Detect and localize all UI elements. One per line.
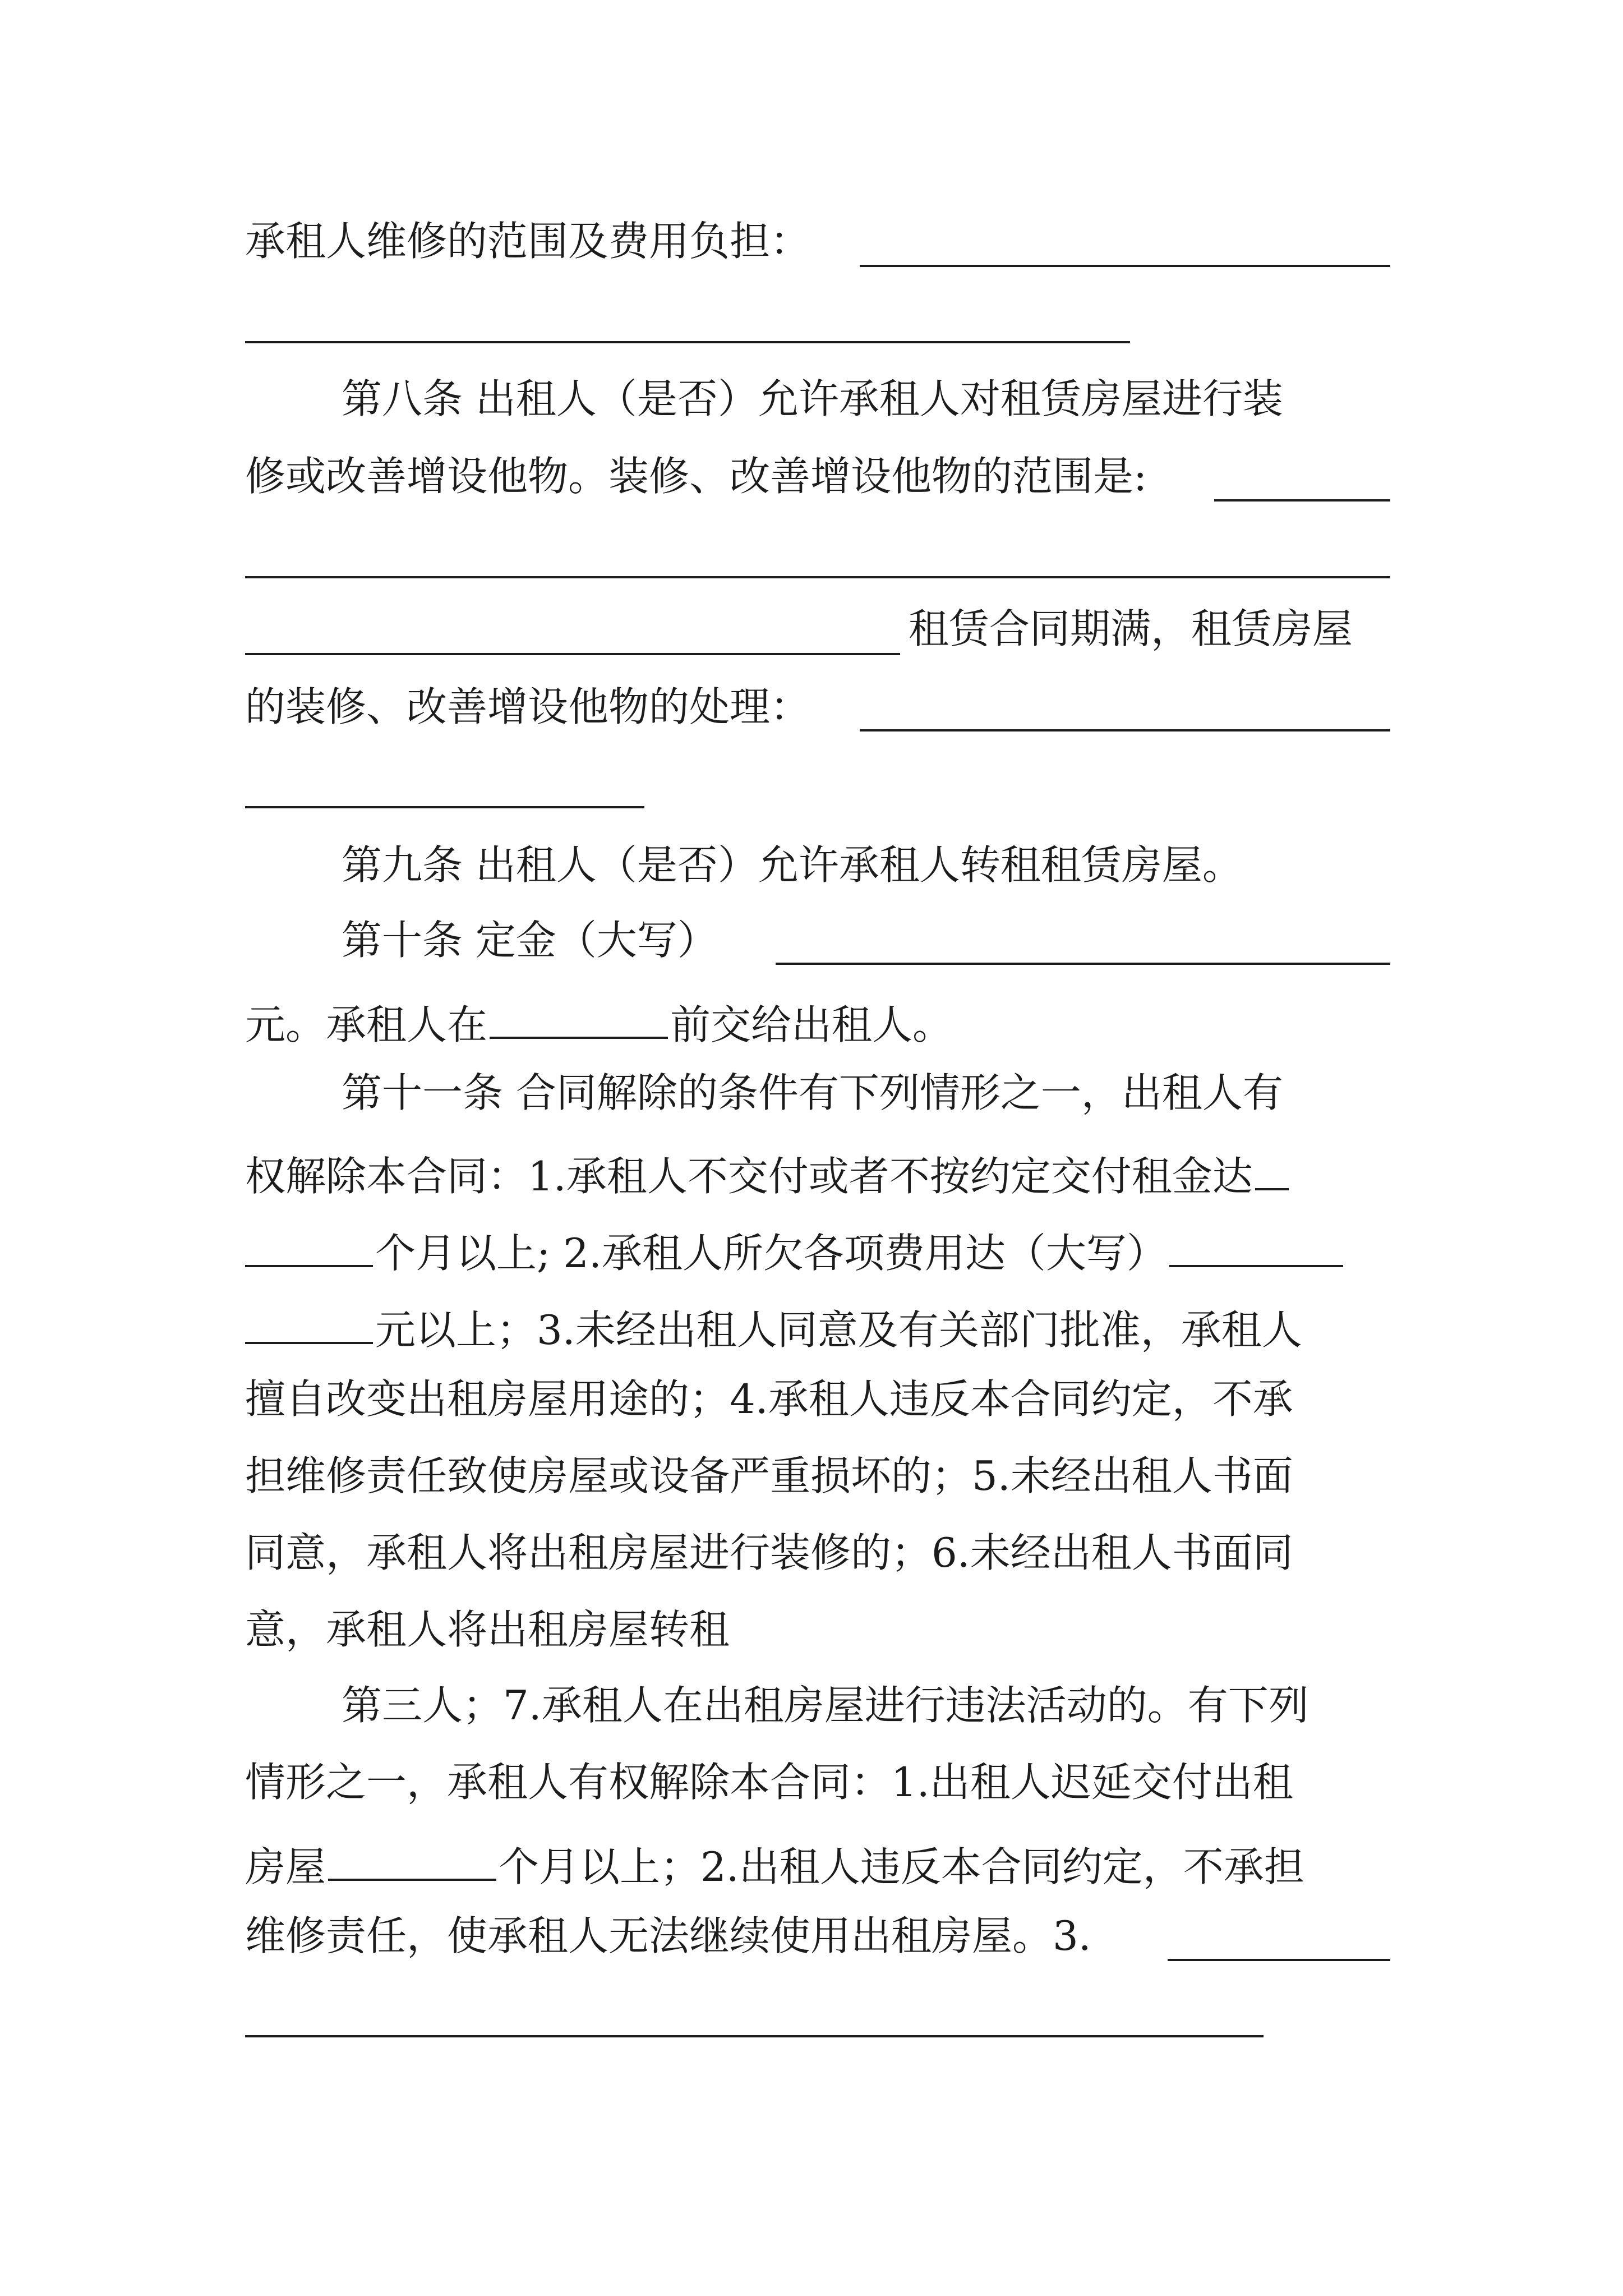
article-8-text-4: 的装修、改善增设他物的处理： — [245, 683, 811, 730]
article-10-line-2 — [245, 981, 1389, 1053]
tenant-termination-text-5: 维修责任，使承租人无法继续使用出租房屋。3. — [245, 1912, 1091, 1959]
tenant-termination-line-1 — [245, 1669, 1389, 1742]
fees-amount-blank-2[interactable] — [245, 1286, 373, 1344]
deposit-date-blank[interactable] — [490, 981, 668, 1039]
article-8-text-2: 修或改善增设他物。装修、改善增设他物的范围是: — [245, 453, 1147, 500]
article-10-text-1: 第十条 定金（大写） — [342, 917, 718, 964]
article-8-line-4 — [909, 592, 1391, 665]
article-11-line-5 — [245, 1363, 1389, 1435]
tenant-termination-line-4 — [245, 1899, 1389, 1972]
article-10-text-3: 前交给出租人。 — [670, 1001, 953, 1048]
article-10-text-2: 元。承租人在 — [245, 1001, 488, 1048]
rent-months-blank[interactable] — [1255, 1132, 1289, 1190]
tenant-termination-text-1: 第三人；7.承租人在出租房屋进行违法活动的。有下列 — [342, 1682, 1309, 1729]
article-8-line-5 — [245, 670, 1389, 743]
decoration-scope-blank-2[interactable] — [245, 576, 1390, 578]
tenant-termination-line-3 — [245, 1823, 1389, 1895]
deposit-amount-blank[interactable] — [776, 963, 1390, 965]
tenant-termination-line-2 — [245, 1746, 1389, 1819]
repair-scope-blank-2[interactable] — [245, 341, 1130, 343]
article-11-text-4: 元以上；3.未经出租人同意及有关部门批准，承租人 — [375, 1306, 1302, 1354]
article-11-text-2: 权解除本合同：1.承租人不交付或者不按约定交付租金达 — [245, 1153, 1253, 1200]
delivery-delay-blank[interactable] — [328, 1823, 496, 1881]
article-8-text-3: 租赁合同期满，租赁房屋 — [909, 605, 1353, 652]
other-condition-blank-2[interactable] — [245, 2035, 1264, 2037]
decoration-handling-blank[interactable] — [860, 729, 1390, 731]
article-11-line-1 — [245, 1056, 1389, 1129]
tenant-termination-text-2: 情形之一，承租人有权解除本合同：1.出租人迟延交付出租 — [245, 1759, 1293, 1806]
decoration-scope-blank[interactable] — [1214, 499, 1390, 501]
other-condition-blank[interactable] — [1168, 1959, 1390, 1961]
article-11-text-5: 擅自改变出租房屋用途的；4.承租人违反本合同约定，不承 — [245, 1375, 1293, 1423]
article-8-line-2 — [245, 440, 1389, 513]
article-11-text-1: 第十一条 合同解除的条件有下列情形之一，出租人有 — [342, 1069, 1283, 1116]
article-9-line — [245, 829, 1389, 901]
decoration-scope-blank-3[interactable] — [245, 653, 900, 655]
repair-scope-blank[interactable] — [860, 265, 1390, 267]
article-10-line-1 — [245, 904, 1389, 977]
article-11-text-6: 担维修责任致使房屋或设备严重损坏的；5.未经出租人书面 — [245, 1452, 1293, 1499]
article-9-text: 第九条 出租人（是否）允许承租人转租租赁房屋。 — [342, 841, 1243, 889]
article-11-line-7 — [245, 1516, 1389, 1589]
tenant-termination-text-3: 房屋 — [245, 1843, 326, 1890]
article-11-line-2 — [245, 1132, 1389, 1205]
decoration-handling-blank-2[interactable] — [245, 806, 644, 808]
fees-amount-blank[interactable] — [1169, 1209, 1343, 1267]
rent-months-blank-2[interactable] — [245, 1209, 373, 1267]
article-11-line-4 — [245, 1286, 1389, 1359]
article-11-text-8: 意，承租人将出租房屋转租 — [245, 1606, 730, 1653]
tenant-termination-text-4: 个月以上；2.出租人违反本合同约定，不承担 — [499, 1843, 1304, 1890]
article-11-line-8 — [245, 1593, 1389, 1666]
article-11-text-7: 同意，承租人将出租房屋进行装修的；6.未经出租人书面同 — [245, 1529, 1293, 1576]
article-8-line-1 — [245, 362, 1389, 435]
article-11-line-3 — [245, 1209, 1389, 1282]
article-11-text-3: 个月以上; 2.承租人所欠各项费用达（大写） — [375, 1230, 1167, 1277]
repair-scope-label: 承租人维修的范围及费用负担： — [245, 218, 811, 265]
article-8-text-1: 第八条 出租人（是否）允许承租人对租赁房屋进行装 — [342, 375, 1283, 422]
article-11-line-6 — [245, 1439, 1389, 1512]
